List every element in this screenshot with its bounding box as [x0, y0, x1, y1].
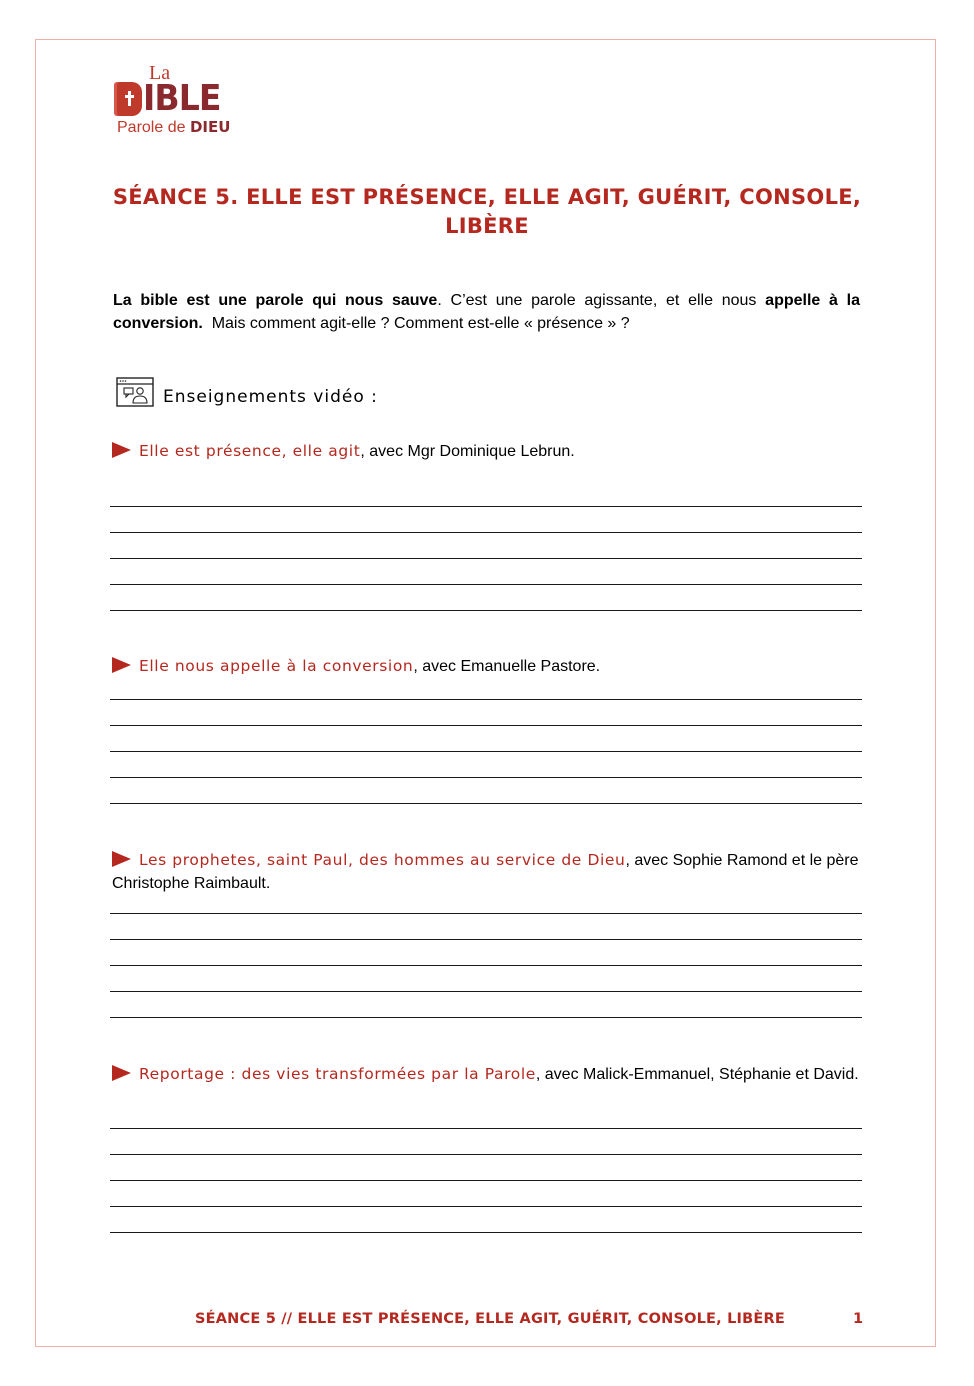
note-line[interactable]: [110, 1103, 862, 1129]
play-arrow-icon: [112, 442, 131, 458]
video-item-2: [112, 655, 862, 678]
video-item-title: Reportage : des vies transformées par la Parole: [139, 1065, 536, 1083]
logo-sub-light: Parole de: [117, 119, 186, 136]
logo-la: La: [149, 62, 171, 84]
logo-subtitle: [117, 118, 230, 137]
intro-text-1: . C’est une parole agissante, et elle nous: [437, 292, 766, 309]
bible-logo: [113, 62, 248, 140]
video-item-4: [112, 1063, 862, 1086]
note-line[interactable]: [110, 992, 862, 1018]
video-item-title: Les prophetes, saint Paul, des hommes au service de Dieu: [139, 851, 626, 869]
note-line[interactable]: [110, 914, 862, 940]
video-section-label: Enseignements vidéo :: [163, 387, 378, 407]
note-line[interactable]: [110, 1207, 862, 1233]
note-line[interactable]: [110, 752, 862, 778]
video-item-heading: [112, 440, 862, 463]
note-line[interactable]: [110, 674, 862, 700]
book-cross-icon: [117, 82, 142, 116]
note-line[interactable]: [110, 778, 862, 804]
intro-bold-1: La bible est une parole qui nous sauve: [113, 292, 438, 309]
page-number: 1: [853, 1311, 864, 1327]
note-line[interactable]: [110, 726, 862, 752]
video-item-heading: [112, 1063, 862, 1086]
video-item-title: Elle nous appelle à la conversion: [139, 657, 414, 675]
note-lines: [110, 1103, 862, 1233]
note-line[interactable]: [110, 966, 862, 992]
intro-paragraph: [113, 289, 860, 335]
note-line[interactable]: [110, 559, 862, 585]
note-line[interactable]: [110, 533, 862, 559]
note-line[interactable]: [110, 507, 862, 533]
video-item-3: [112, 849, 862, 895]
video-item-speakers: , avec Mgr Dominique Lebrun.: [360, 443, 575, 460]
logo-sub-bold: DIEU: [189, 118, 231, 136]
note-line[interactable]: [110, 888, 862, 914]
note-lines: [110, 888, 862, 1018]
note-line[interactable]: [110, 1155, 862, 1181]
note-line[interactable]: [110, 481, 862, 507]
video-item-speakers: , avec Sophie Ramond et le père Christophe Raimbault.: [112, 852, 859, 892]
intro-bold-2: appelle à la conversion.: [113, 292, 861, 332]
video-section-heading: [116, 377, 378, 407]
play-arrow-icon: [112, 657, 131, 673]
play-arrow-icon: [112, 851, 131, 867]
video-item-title: Elle est présence, elle agit: [139, 442, 361, 460]
video-item-speakers: , avec Malick-Emmanuel, Stéphanie et David.: [535, 1066, 859, 1083]
play-arrow-icon: [112, 1065, 131, 1081]
logo-bible-word: [117, 78, 227, 119]
page-footer: SÉANCE 5 // ELLE EST PRÉSENCE, ELLE AGIT, GUÉRIT, CONSOLE, LIBÈRE: [195, 1311, 785, 1327]
note-line[interactable]: [110, 940, 862, 966]
note-line[interactable]: [110, 1129, 862, 1155]
note-line[interactable]: [110, 1181, 862, 1207]
video-item-speakers: , avec Emanuelle Pastore.: [413, 658, 601, 675]
video-chat-icon: [116, 377, 154, 407]
video-item-1: [112, 440, 862, 463]
note-line[interactable]: [110, 585, 862, 611]
logo-ible: IBLE: [143, 78, 221, 119]
note-lines: [110, 674, 862, 804]
note-lines: [110, 481, 862, 611]
intro-text-2: Mais comment agit-elle ? Comment est-elle « présence » ?: [202, 315, 630, 332]
note-line[interactable]: [110, 700, 862, 726]
page-title: SÉANCE 5. ELLE EST PRÉSENCE, ELLE AGIT, GUÉRIT, CONSOLE, LIBÈRE: [112, 185, 862, 238]
